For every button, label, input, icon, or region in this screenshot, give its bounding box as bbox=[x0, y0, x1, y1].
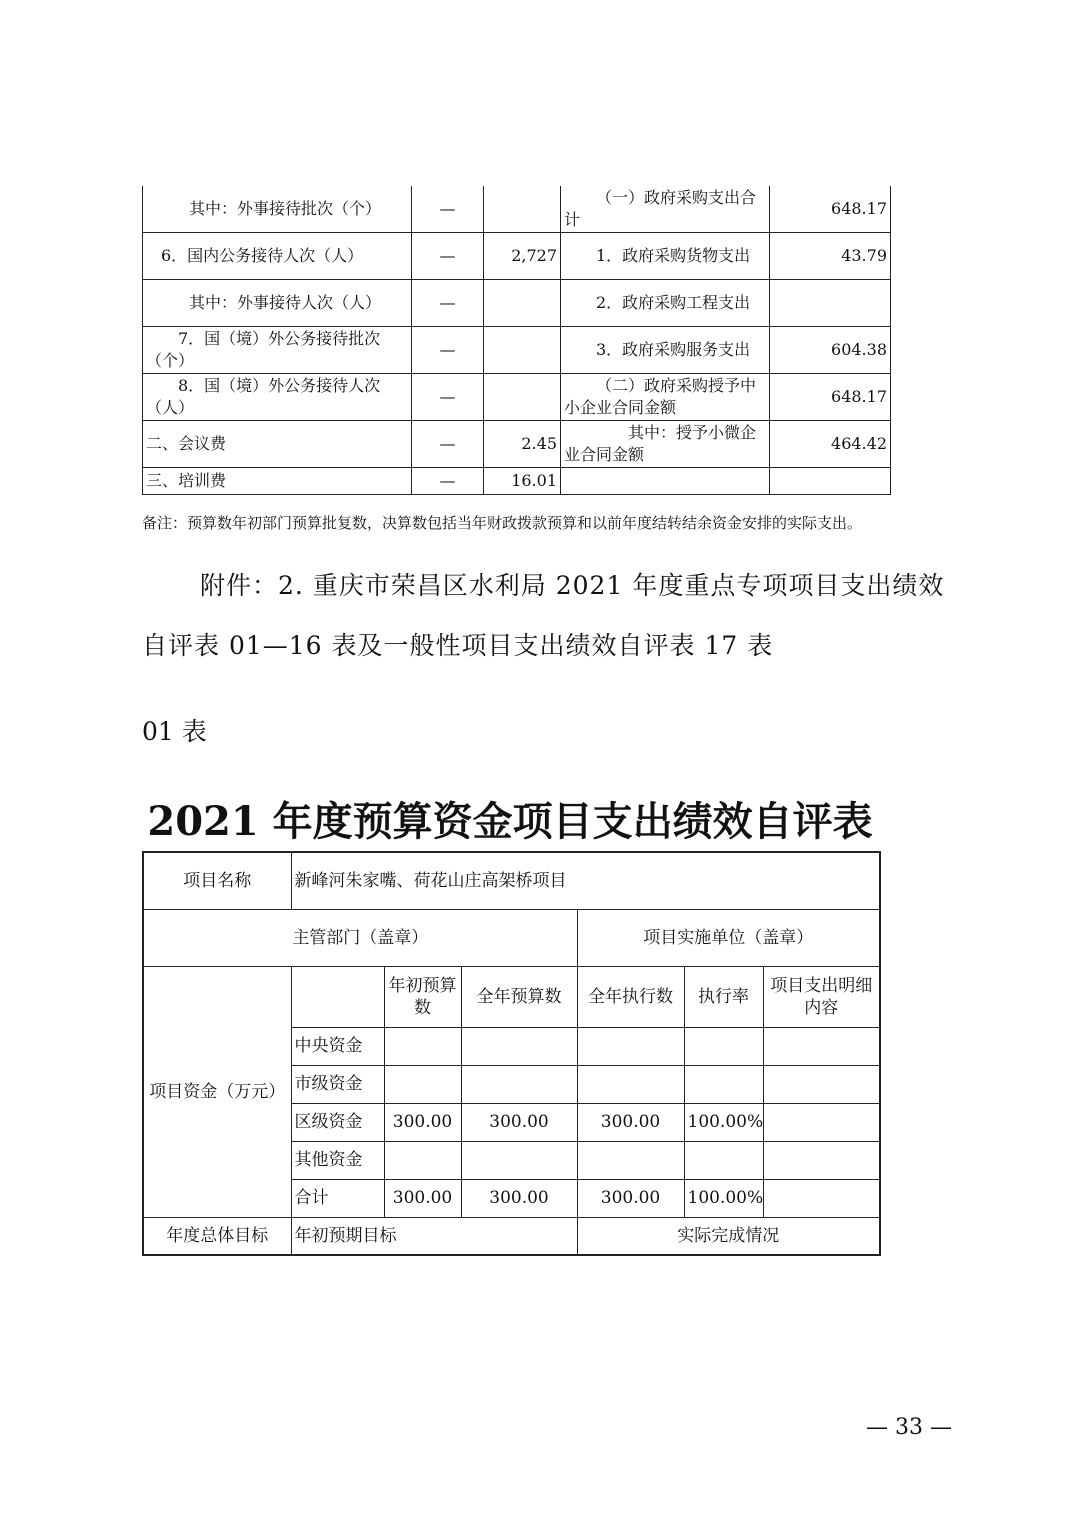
gov-procurement-amount-cell: 43.79 bbox=[770, 233, 891, 280]
annual-execution-cell bbox=[577, 1027, 684, 1065]
expenditure-detail-cell bbox=[763, 1027, 880, 1065]
annual-budget-header: 全年预算数 bbox=[461, 966, 577, 1027]
project-funds-label: 项目资金（万元） bbox=[143, 966, 291, 1217]
department-label: 主管部门（盖章） bbox=[143, 909, 577, 966]
item-cell: 7．国（境）外公务接待批次（个） bbox=[143, 327, 412, 374]
execution-rate-cell bbox=[684, 1027, 763, 1065]
table-row bbox=[143, 280, 891, 327]
table-row bbox=[143, 966, 880, 1027]
public-service-expense-table bbox=[142, 186, 891, 495]
budget-cell: — bbox=[412, 468, 484, 495]
table-row bbox=[143, 233, 891, 280]
gov-procurement-item-cell: 3．政府采购服务支出 bbox=[561, 327, 770, 374]
gov-procurement-amount-cell: 648.17 bbox=[770, 186, 891, 233]
budget-cell: — bbox=[412, 186, 484, 233]
header-blank-cell bbox=[291, 966, 384, 1027]
fund-source-label: 中央资金 bbox=[291, 1027, 384, 1065]
annual-execution-header: 全年执行数 bbox=[577, 966, 684, 1027]
execution-rate-cell: 100.00% bbox=[684, 1103, 763, 1141]
annual-execution-cell: 300.00 bbox=[577, 1103, 684, 1141]
gov-procurement-amount-cell: 648.17 bbox=[770, 374, 891, 421]
expenditure-detail-cell bbox=[763, 1141, 880, 1179]
attachment-heading-line-2: 自评表 01—16 表及一般性项目支出绩效自评表 17 表 bbox=[142, 631, 774, 660]
project-name-label: 项目名称 bbox=[143, 852, 291, 909]
gov-procurement-item-cell: 2．政府采购工程支出 bbox=[561, 280, 770, 327]
actual-cell: 2.45 bbox=[484, 421, 561, 468]
item-cell: 其中：外事接待人次（人） bbox=[143, 280, 412, 327]
execution-rate-cell bbox=[684, 1141, 763, 1179]
table-number: 01 表 bbox=[142, 717, 207, 746]
gov-procurement-amount-cell bbox=[770, 280, 891, 327]
expenditure-detail-cell bbox=[763, 1179, 880, 1217]
item-cell: 二、会议费 bbox=[143, 421, 412, 468]
implementing-unit-label: 项目实施单位（盖章） bbox=[577, 909, 880, 966]
gov-procurement-item-cell: （二）政府采购授予中小企业合同金额 bbox=[561, 374, 770, 421]
annual-budget-cell bbox=[461, 1141, 577, 1179]
annual-execution-cell: 300.00 bbox=[577, 1179, 684, 1217]
page-number: — 33 — bbox=[866, 1415, 952, 1440]
gov-procurement-amount-cell: 464.42 bbox=[770, 421, 891, 468]
expenditure-detail-header: 项目支出明细内容 bbox=[763, 966, 880, 1027]
expenditure-detail-cell bbox=[763, 1065, 880, 1103]
actual-cell: 2,727 bbox=[484, 233, 561, 280]
actual-cell bbox=[484, 186, 561, 233]
budget-cell: — bbox=[412, 280, 484, 327]
actual-cell bbox=[484, 327, 561, 374]
budget-cell: — bbox=[412, 233, 484, 280]
budget-cell: — bbox=[412, 374, 484, 421]
gov-procurement-amount-cell: 604.38 bbox=[770, 327, 891, 374]
annual-budget-cell bbox=[461, 1027, 577, 1065]
initial-budget-cell: 300.00 bbox=[384, 1179, 461, 1217]
fund-source-label: 其他资金 bbox=[291, 1141, 384, 1179]
budget-cell: — bbox=[412, 421, 484, 468]
form-title: 2021 年度预算资金项目支出绩效自评表 bbox=[147, 798, 873, 845]
fund-source-label: 市级资金 bbox=[291, 1065, 384, 1103]
expected-goal-label: 年初预期目标 bbox=[291, 1217, 577, 1255]
item-cell: 三、培训费 bbox=[143, 468, 412, 495]
annual-budget-cell bbox=[461, 1065, 577, 1103]
table-row bbox=[143, 421, 891, 468]
annual-budget-cell: 300.00 bbox=[461, 1179, 577, 1217]
fund-source-label: 区级资金 bbox=[291, 1103, 384, 1141]
table-row bbox=[143, 852, 880, 909]
initial-budget-cell bbox=[384, 1065, 461, 1103]
execution-rate-cell: 100.00% bbox=[684, 1179, 763, 1217]
project-name-value: 新峰河朱家嘴、荷花山庄高架桥项目 bbox=[291, 852, 880, 909]
table-row bbox=[143, 186, 891, 233]
item-cell: 8．国（境）外公务接待人次（人） bbox=[143, 374, 412, 421]
actual-cell bbox=[484, 374, 561, 421]
execution-rate-cell bbox=[684, 1065, 763, 1103]
table-row bbox=[143, 468, 891, 495]
actual-cell: 16.01 bbox=[484, 468, 561, 495]
annual-budget-cell: 300.00 bbox=[461, 1103, 577, 1141]
gov-procurement-amount-cell bbox=[770, 468, 891, 495]
actual-completion-label: 实际完成情况 bbox=[577, 1217, 880, 1255]
table-note: 备注：预算数年初部门预算批复数，决算数包括当年财政拨款预算和以前年度结转结余资金安排的实际支出。 bbox=[142, 514, 863, 532]
initial-budget-cell bbox=[384, 1141, 461, 1179]
gov-procurement-item-cell: （一）政府采购支出合计 bbox=[561, 186, 770, 233]
attachment-heading-line-1: 附件：2. 重庆市荣昌区水利局 2021 年度重点专项项目支出绩效 bbox=[200, 571, 945, 600]
item-cell: 其中：外事接待批次（个） bbox=[143, 186, 412, 233]
annual-execution-cell bbox=[577, 1065, 684, 1103]
annual-goal-label: 年度总体目标 bbox=[143, 1217, 291, 1255]
table-row bbox=[143, 327, 891, 374]
expenditure-detail-cell bbox=[763, 1103, 880, 1141]
table-row bbox=[143, 909, 880, 966]
item-cell: 6．国内公务接待人次（人） bbox=[143, 233, 412, 280]
execution-rate-header: 执行率 bbox=[684, 966, 763, 1027]
actual-cell bbox=[484, 280, 561, 327]
gov-procurement-item-cell: 其中：授予小微企业合同金额 bbox=[561, 421, 770, 468]
initial-budget-cell bbox=[384, 1027, 461, 1065]
initial-budget-header: 年初预算数 bbox=[384, 966, 461, 1027]
table-row bbox=[143, 1217, 880, 1255]
initial-budget-cell: 300.00 bbox=[384, 1103, 461, 1141]
table-row bbox=[143, 374, 891, 421]
annual-execution-cell bbox=[577, 1141, 684, 1179]
fund-source-label: 合计 bbox=[291, 1179, 384, 1217]
gov-procurement-item-cell: 1．政府采购货物支出 bbox=[561, 233, 770, 280]
gov-procurement-item-cell bbox=[561, 468, 770, 495]
performance-self-evaluation-form bbox=[142, 851, 881, 1256]
budget-cell: — bbox=[412, 327, 484, 374]
